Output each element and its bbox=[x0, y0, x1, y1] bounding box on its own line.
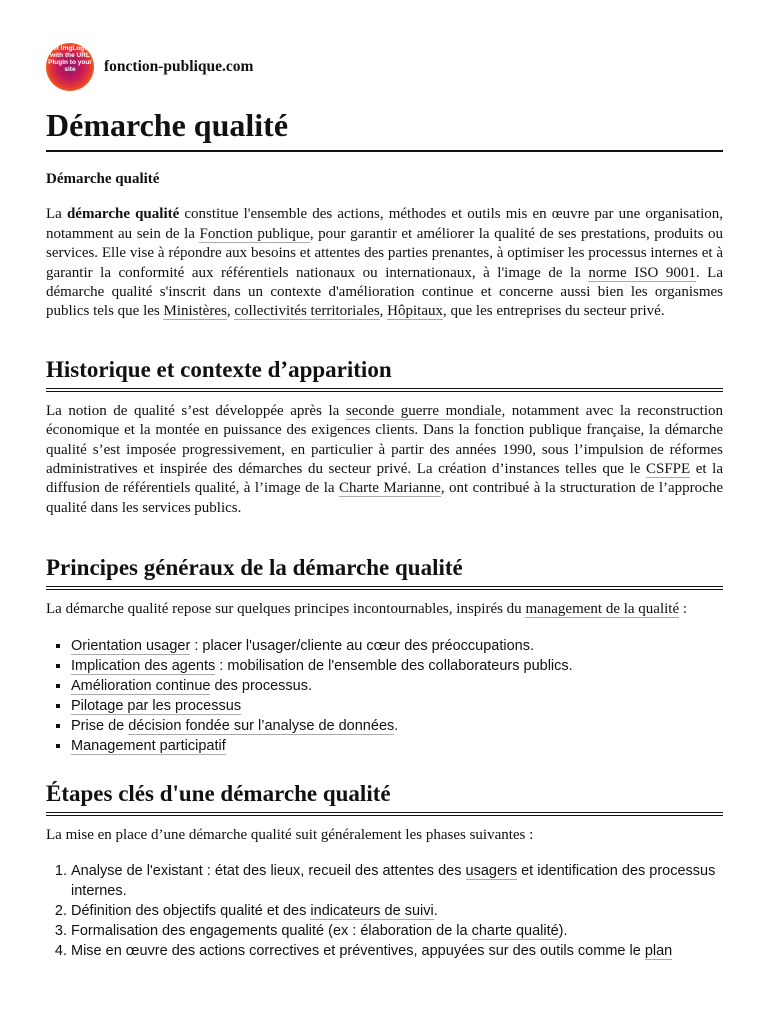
link-orientation-usager[interactable]: Orientation usager bbox=[71, 637, 191, 654]
link-norme-iso[interactable]: norme ISO 9001 bbox=[588, 264, 696, 281]
text: , bbox=[226, 303, 235, 320]
link-amelioration-continue[interactable]: Amélioration continue bbox=[71, 677, 211, 694]
text: constitue l'ensemble des actions, méthodes et outils mis en œuvre par une organisation, notamment au sein de la bbox=[46, 206, 723, 242]
text: : mobilisation de l'ensemble des collaborateurs publics. bbox=[215, 657, 573, 674]
text: . bbox=[394, 717, 399, 734]
text: La notion de qualité s’est développée après la bbox=[46, 402, 346, 419]
text: Prise de bbox=[71, 717, 129, 734]
bold-term: démarche qualité bbox=[66, 206, 180, 223]
text: . La démarche qualité s'inscrit dans un contexte d'amélioration continue et concerne aussi bien les organismes publics tels que les bbox=[46, 264, 723, 320]
text: , ont contribué à la structuration de l’approche qualité dans les services publics. bbox=[46, 480, 723, 516]
list-item bbox=[71, 901, 723, 921]
heading-historique: Historique et contexte d’apparition bbox=[46, 352, 723, 392]
logo-text: Get ImgLogos with the URL Plugin to your site bbox=[48, 45, 92, 73]
list-item bbox=[71, 861, 723, 901]
link-decision-fondee[interactable]: décision fondée sur l’analyse de données bbox=[128, 717, 395, 734]
list-item bbox=[71, 676, 723, 696]
site-logo[interactable] bbox=[46, 43, 94, 91]
text: , pour garantir et améliorer la qualité de ses prestations, produits ou services. Elle vise à répondre aux besoins et attentes des parties prenantes, à optimiser les processus internes et à garantir la conformité aux référentiels nationaux ou internationaux, à l'image de la bbox=[46, 225, 723, 281]
principes-intro bbox=[46, 600, 723, 619]
heading-principes: Principes généraux de la démarche qualité bbox=[46, 550, 723, 590]
text: , bbox=[379, 303, 388, 320]
link-hopitaux[interactable]: Hôpitaux bbox=[387, 303, 443, 320]
link-seconde-guerre[interactable]: seconde guerre mondiale bbox=[345, 402, 502, 419]
link-management-participatif[interactable]: Management participatif bbox=[71, 737, 226, 754]
intro-subtitle: Démarche qualité bbox=[46, 171, 160, 187]
etapes-list bbox=[46, 861, 723, 961]
link-plan[interactable]: plan bbox=[644, 943, 673, 960]
link-ministeres[interactable]: Ministères bbox=[163, 303, 227, 320]
list-item bbox=[71, 736, 723, 756]
text: ). bbox=[558, 923, 568, 940]
link-implication-agents[interactable]: Implication des agents bbox=[71, 657, 216, 674]
text: . bbox=[433, 903, 438, 920]
link-management-qualite[interactable]: management de la qualité bbox=[525, 601, 680, 618]
text: : bbox=[679, 601, 688, 618]
text: : placer l'usager/cliente au cœur des préoccupations. bbox=[190, 637, 534, 654]
link-charte-qualite[interactable]: charte qualité bbox=[471, 923, 559, 940]
text: des processus. bbox=[210, 677, 313, 694]
etapes-intro: La mise en place d’une démarche qualité suit généralement les phases suivantes : bbox=[46, 826, 534, 843]
list-item bbox=[71, 636, 723, 656]
article-content bbox=[46, 100, 723, 961]
text: Mise en œuvre des actions correctives et préventives, appuyées sur des outils comme le bbox=[71, 943, 645, 960]
list-item bbox=[71, 921, 723, 941]
site-header bbox=[46, 43, 253, 91]
link-usagers[interactable]: usagers bbox=[465, 863, 518, 880]
link-indicateurs-suivi[interactable]: indicateurs de suivi bbox=[310, 903, 434, 920]
text: Formalisation des engagements qualité (ex : élaboration de la bbox=[71, 923, 472, 940]
principes-list bbox=[46, 636, 723, 756]
text: Analyse de l'existant : état des lieux, recueil des attentes des bbox=[71, 863, 466, 880]
link-fonction-publique[interactable]: Fonction publique bbox=[199, 225, 310, 242]
link-charte-marianne[interactable]: Charte Marianne bbox=[338, 480, 441, 497]
text: et la diffusion de référentiels qualité, à l’image de la bbox=[46, 461, 723, 497]
historique-paragraph bbox=[46, 402, 723, 518]
link-pilotage-processus[interactable]: Pilotage par les processus bbox=[71, 697, 242, 714]
text: La bbox=[46, 206, 67, 223]
text: Définition des objectifs qualité et des bbox=[71, 903, 311, 920]
list-item bbox=[71, 941, 723, 961]
text: , que les entreprises du secteur privé. bbox=[443, 303, 665, 320]
list-item bbox=[71, 696, 723, 716]
page-title: Démarche qualité bbox=[46, 100, 723, 152]
text: , notamment avec la reconstruction économique et la montée en puissance des exigences clients. Dans la fonction publique française, la démarche qualité s’est imposée progressivement, en particulier à partir des années 1990, sous l’impulsion de réformes administratives et inspirée des démarches du secteur privé. La création d’instances telles que le bbox=[46, 402, 724, 478]
intro-paragraph bbox=[46, 205, 723, 321]
text: et identification des processus internes. bbox=[71, 863, 716, 900]
site-name-link[interactable]: fonction-publique.com bbox=[104, 58, 254, 75]
list-item bbox=[71, 716, 723, 736]
link-csfpe[interactable]: CSFPE bbox=[645, 461, 691, 478]
heading-etapes: Étapes clés d'une démarche qualité bbox=[46, 776, 723, 816]
list-item bbox=[71, 656, 723, 676]
link-collectivites[interactable]: collectivités territoriales bbox=[234, 303, 380, 320]
text: La démarche qualité repose sur quelques principes incontournables, inspirés du bbox=[46, 601, 526, 618]
